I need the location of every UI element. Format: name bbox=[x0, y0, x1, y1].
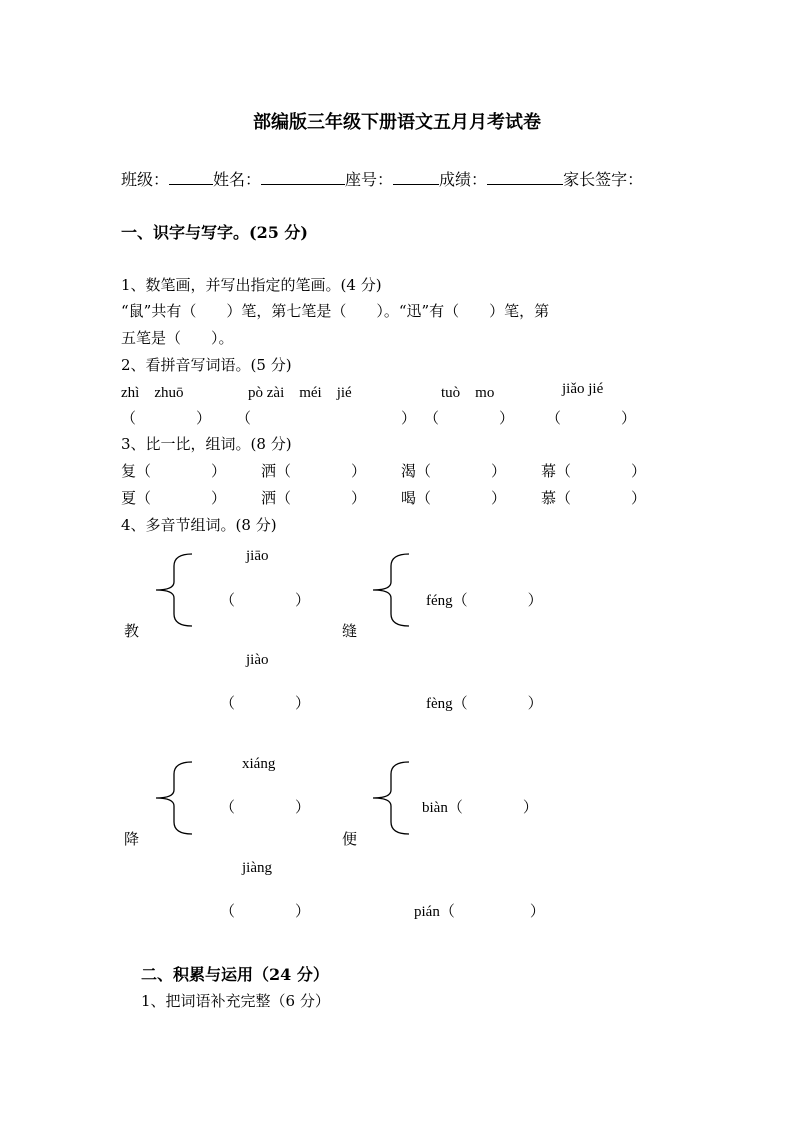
student-info-line bbox=[121, 167, 643, 190]
section2-q1-prompt: 1、把词语补充完整（6 分） bbox=[141, 992, 330, 1010]
q2-pinyin-3: tuò mo bbox=[441, 385, 495, 401]
q4-g4-top-entry[interactable]: biàn（ ） bbox=[422, 800, 538, 816]
class-blank[interactable] bbox=[169, 170, 213, 185]
q4-g1-bottom-pinyin: jiào bbox=[246, 652, 269, 668]
q3-row2-item-1[interactable]: 夏（ ） bbox=[121, 489, 227, 507]
q3-row2-item-4[interactable]: 慕（ ） bbox=[541, 489, 647, 507]
q4-g3-bottom-blank[interactable]: （ ） bbox=[220, 902, 311, 920]
q4-g4-char: 便 bbox=[342, 830, 358, 848]
brace-icon bbox=[152, 760, 196, 836]
section2-heading: 二、积累与运用（24 分） bbox=[141, 965, 329, 984]
q4-g1-top-blank[interactable]: （ ） bbox=[220, 591, 311, 609]
parent-label: 家长签字： bbox=[563, 170, 644, 189]
q4-g3-char: 降 bbox=[124, 830, 140, 848]
q2-pinyin-4: jiǎo jié bbox=[562, 381, 604, 397]
score-blank[interactable] bbox=[487, 170, 563, 185]
q3-row1-item-3[interactable]: 渴（ ） bbox=[401, 462, 507, 480]
q3-row1-item-1[interactable]: 复（ ） bbox=[121, 462, 227, 480]
section1-heading: 一、识字与写字。(25 分) bbox=[121, 223, 308, 242]
q4-g2-bottom-entry[interactable]: fèng（ ） bbox=[426, 696, 543, 712]
q2-pinyin-1: zhì zhuō bbox=[121, 385, 184, 401]
q4-g2-top-entry[interactable]: féng（ ） bbox=[426, 593, 543, 609]
q1-prompt: 1、数笔画，并写出指定的笔画。(4 分) bbox=[121, 276, 382, 294]
q2-answer-blank-2[interactable]: （ ） bbox=[236, 409, 417, 427]
q3-row1-item-2[interactable]: 洒（ ） bbox=[261, 462, 367, 480]
q3-row2-item-3[interactable]: 喝（ ） bbox=[401, 489, 507, 507]
q4-g3-bottom-pinyin: jiàng bbox=[242, 860, 272, 876]
q3-row1-item-4[interactable]: 幕（ ） bbox=[541, 462, 647, 480]
name-blank[interactable] bbox=[261, 170, 345, 185]
q1-line2: 五笔是（ ）。 bbox=[121, 329, 234, 347]
q4-prompt: 4、多音节组词。(8 分) bbox=[121, 516, 277, 534]
q2-answer-blank-4[interactable]: （ ） bbox=[546, 409, 637, 427]
brace-icon bbox=[152, 552, 196, 628]
class-label: 班级： bbox=[121, 170, 170, 189]
seat-blank[interactable] bbox=[393, 170, 439, 185]
q4-g4-bottom-entry[interactable]: pián（ ） bbox=[414, 904, 545, 920]
score-label: 成绩： bbox=[439, 170, 488, 189]
q2-pinyin-2: pò zài méi jié bbox=[248, 385, 352, 401]
page-title: 部编版三年级下册语文五月月考试卷 bbox=[253, 112, 541, 133]
q2-answer-blank-3[interactable]: （ ） bbox=[424, 409, 515, 427]
brace-icon bbox=[369, 760, 413, 836]
name-label: 姓名： bbox=[213, 170, 262, 189]
q2-prompt: 2、看拼音写词语。(5 分) bbox=[121, 356, 292, 374]
q4-g2-char: 缝 bbox=[342, 622, 358, 640]
q4-g3-top-pinyin: xiáng bbox=[242, 756, 276, 772]
q1-line1: “鼠”共有（ ）笔，第七笔是（ ）。“迅”有（ ）笔，第 bbox=[121, 302, 550, 320]
q4-g1-char: 教 bbox=[124, 622, 140, 640]
q2-answer-blank-1[interactable]: （ ） bbox=[121, 409, 212, 427]
q3-row2-item-2[interactable]: 洒（ ） bbox=[261, 489, 367, 507]
seat-label: 座号： bbox=[345, 170, 394, 189]
q4-g1-bottom-blank[interactable]: （ ） bbox=[220, 694, 311, 712]
q4-g1-top-pinyin: jiāo bbox=[246, 548, 269, 564]
brace-icon bbox=[369, 552, 413, 628]
q4-g3-top-blank[interactable]: （ ） bbox=[220, 798, 311, 816]
q3-prompt: 3、比一比，组词。(8 分) bbox=[121, 435, 292, 453]
